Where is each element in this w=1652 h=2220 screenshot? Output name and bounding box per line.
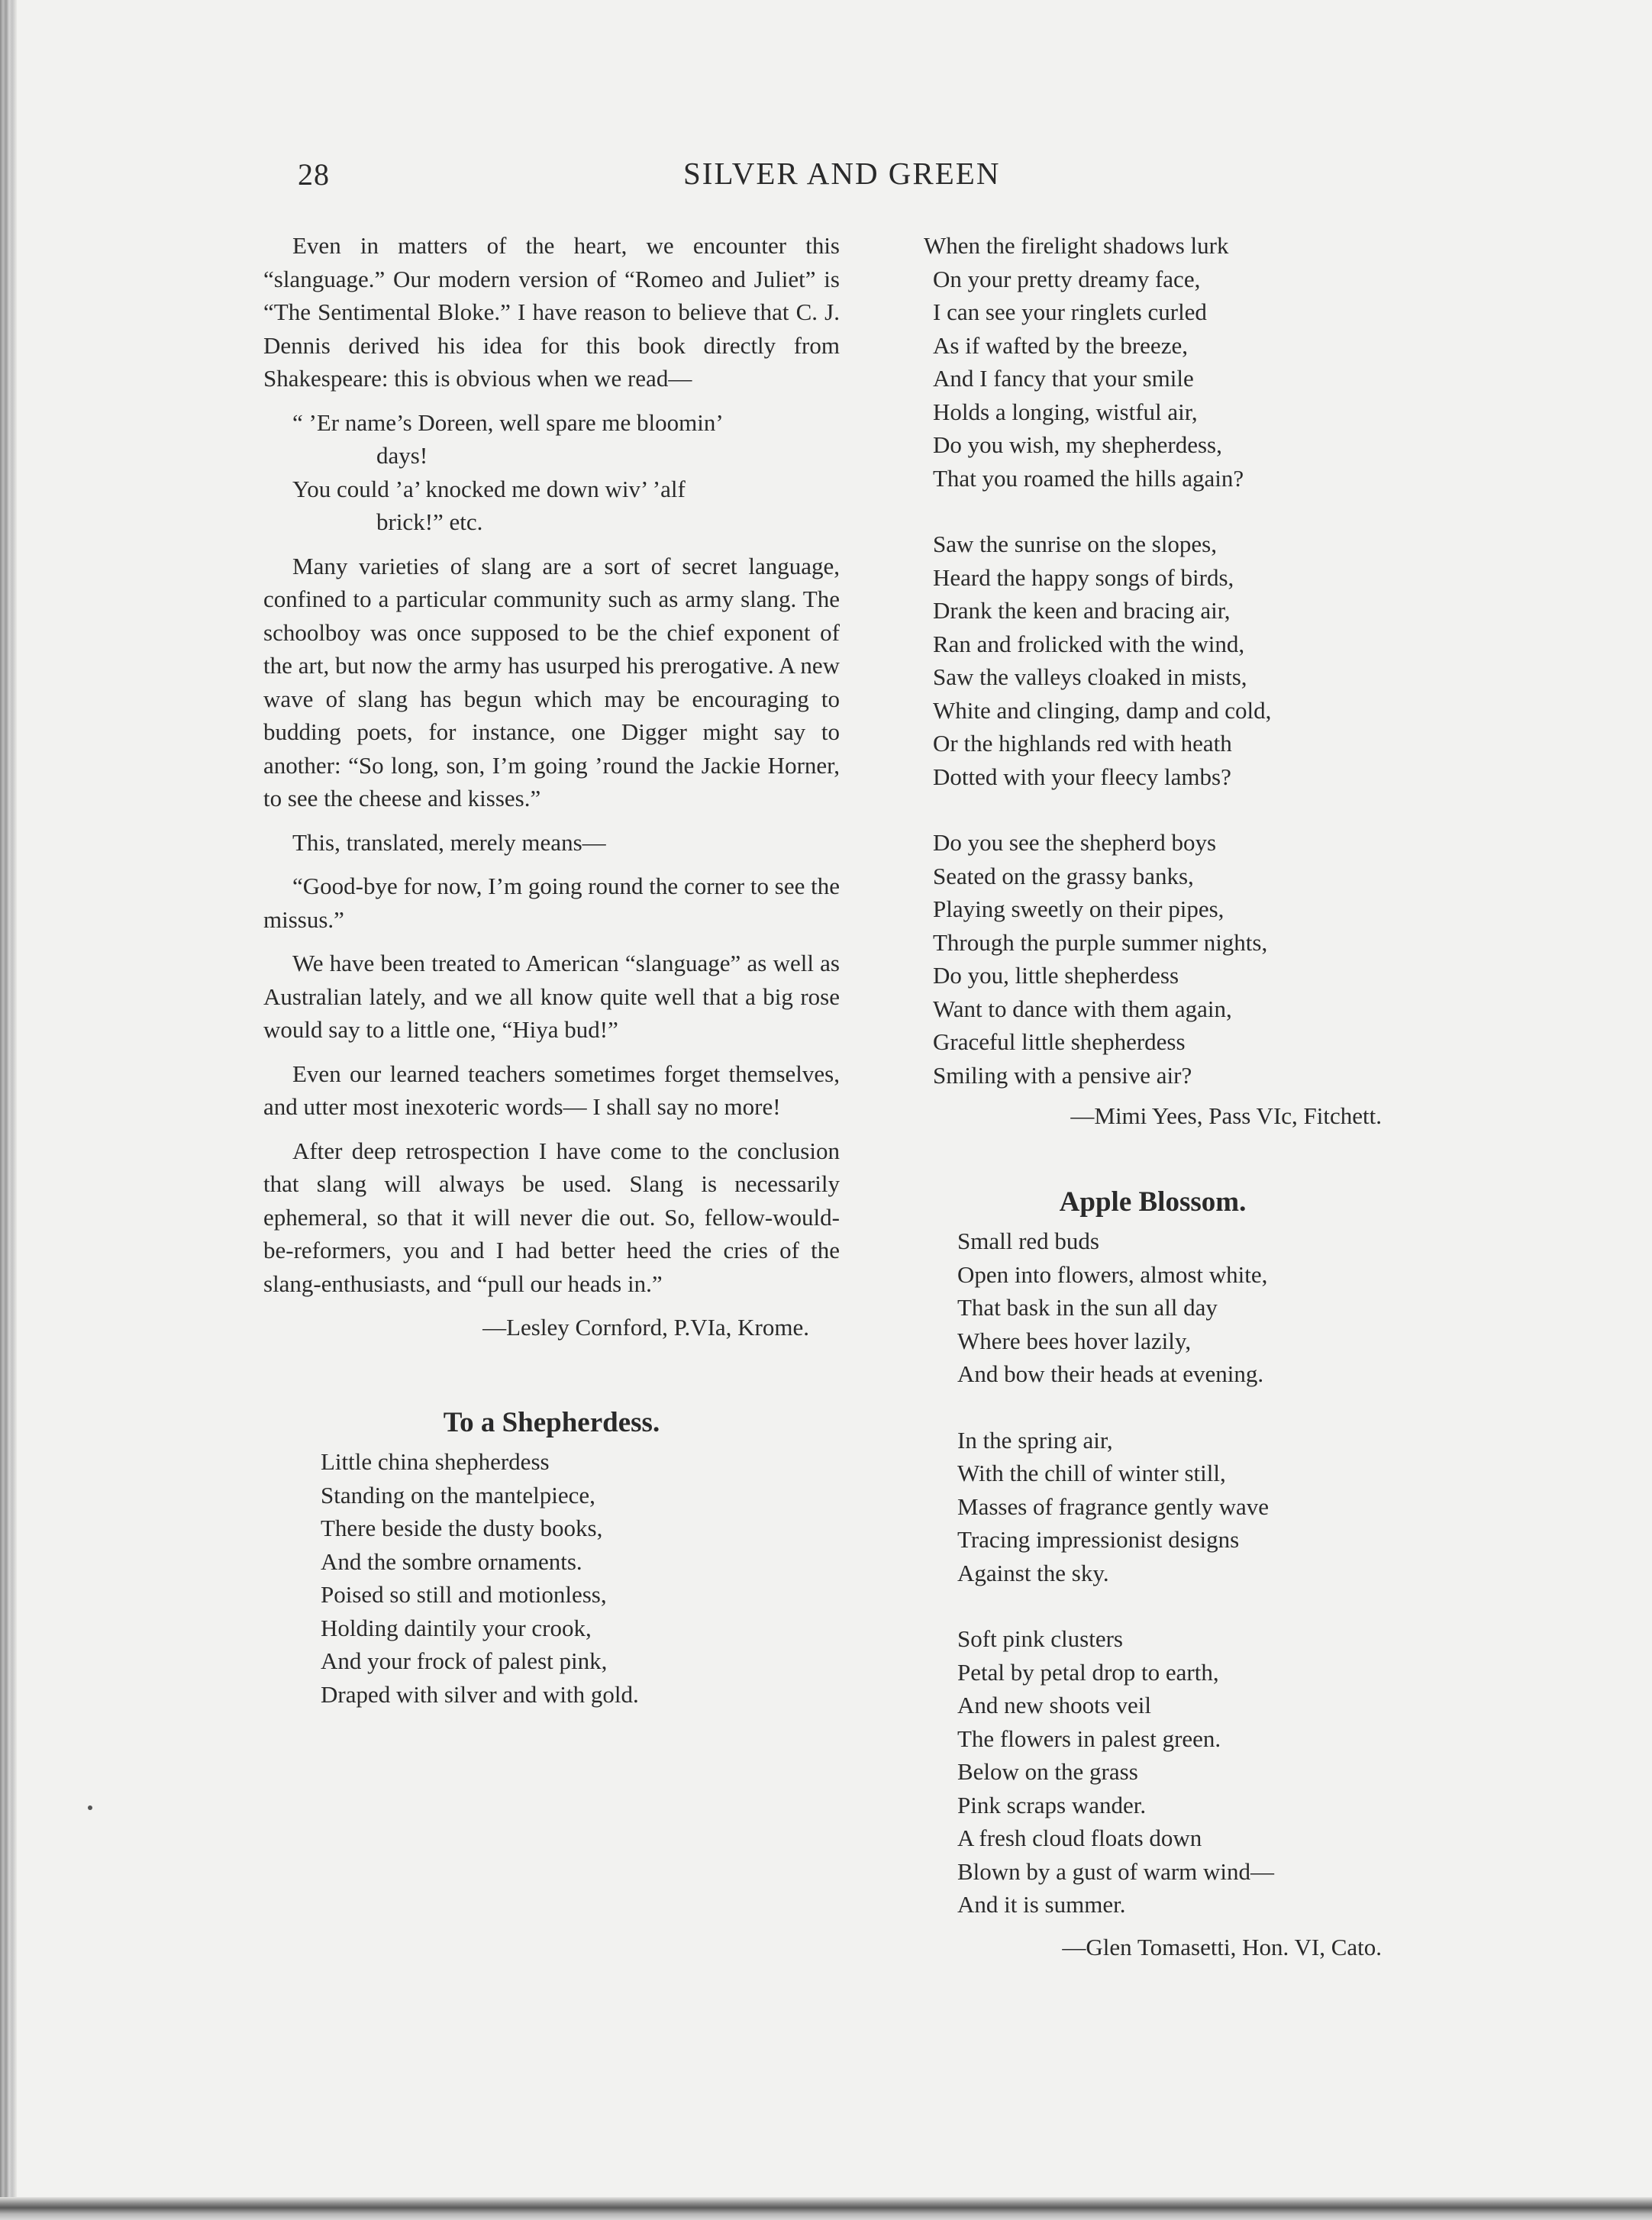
poem-line: Draped with silver and with gold.: [321, 1680, 639, 1708]
poem-line: That bask in the sun all day: [957, 1294, 1218, 1321]
poem-line: Drank the keen and bracing air,: [933, 597, 1231, 624]
paragraph-6: Even our learned teachers sometimes forget themselves, and utter most inexoteric words— I shall say no more!: [263, 1060, 840, 1120]
quote-line: “ ’Er name’s Doreen, well spare me bloomin’: [292, 408, 724, 436]
poem-line: Playing sweetly on their pipes,: [933, 895, 1224, 922]
poem-title-apple-blossom: Apple Blossom.: [1059, 1186, 1247, 1218]
poem-line: When the firelight shadows lurk: [924, 232, 1229, 259]
apple-blossom-poem: [924, 1225, 1382, 1922]
paragraph-4: “Good-bye for now, I’m going round the corner to see the missus.”: [263, 873, 840, 933]
poem-line: On your pretty dreamy face,: [933, 265, 1201, 292]
poem-line: Dotted with your fleecy lambs?: [933, 763, 1231, 790]
poem-line: Saw the valleys cloaked in mists,: [933, 663, 1247, 690]
poem-line: In the spring air,: [957, 1426, 1113, 1454]
shepherdess-poem-start: [263, 1445, 840, 1711]
poem-line: Soft pink clusters: [957, 1625, 1123, 1652]
paragraph-7: After deep retrospection I have come to the conclusion that slang will always be used. Slang is necessarily ephemeral, so that it will never die out. So, fellow-would-be-reformers, you and I had better heed the cries of the slang-enthusiasts, and “pull our heads in.”: [263, 1137, 840, 1297]
poem-line: And bow their heads at evening.: [957, 1360, 1264, 1387]
quote-line: You could ’a’ knocked me down wiv’ ’alf: [292, 475, 686, 502]
poem-line: Small red buds: [957, 1228, 1099, 1254]
page-bottom-edge: [0, 2197, 1652, 2220]
poem-line: Through the purple summer nights,: [933, 928, 1268, 956]
poem-line: Poised so still and motionless,: [321, 1581, 607, 1608]
dennis-quote: [292, 406, 840, 539]
poem-line: And your frock of palest pink,: [321, 1647, 608, 1674]
poem-line: Do you see the shepherd boys: [933, 829, 1217, 856]
paragraph-1: Even in matters of the heart, we encounter this “slanguage.” Our modern version of “Romeo and Juliet” is “The Sentimental Bloke.” I have reason to believe that C. J. Dennis derived his idea for this book directly from Shakespeare: this is obvious when we read—: [263, 232, 840, 392]
poem-line: Where bees hover lazily,: [957, 1327, 1192, 1354]
poem-line: And the sombre ornaments.: [321, 1547, 582, 1575]
scan-speck: [88, 1805, 92, 1810]
poem-line: As if wafted by the breeze,: [933, 331, 1188, 359]
stanza: [924, 826, 1382, 1092]
poem-line: The flowers in palest green.: [957, 1725, 1221, 1752]
poem-line: Heard the happy songs of birds,: [933, 563, 1234, 591]
poem-line: And it is summer.: [957, 1891, 1126, 1918]
poem-line: And new shoots veil: [957, 1692, 1152, 1718]
poem-line: Standing on the mantelpiece,: [321, 1481, 595, 1509]
quote-line: days!: [376, 442, 428, 469]
paragraph-5: We have been treated to American “slanguage” as well as Australian lately, and we all know quite well that a big rose would say to a little one, “Hiya bud!”: [263, 950, 840, 1043]
running-head: SILVER AND GREEN: [683, 156, 1001, 191]
essay-signature: —Lesley Cornford, P.VIa, Krome.: [482, 1314, 809, 1341]
poem-line: And I fancy that your smile: [933, 365, 1194, 392]
poem-line: Do you wish, my shepherdess,: [933, 431, 1222, 458]
paragraph-2: Many varieties of slang are a sort of secret language, confined to a particular community such as army slang. The schoolboy was once supposed to be the chief exponent of the art, but now the army has usurped his prerogative. A new wave of slang has begun which may be encouraging to budding poets, for instance, one Digger might say to another: “So long, son, I’m going ’round the Jackie Horner, to see the cheese and kisses.”: [263, 552, 840, 812]
poem-line: Against the sky.: [957, 1559, 1109, 1586]
poem-line: Pink scraps wander.: [957, 1791, 1147, 1818]
stanza: [924, 229, 1382, 495]
poem-line: A fresh cloud floats down: [957, 1825, 1202, 1851]
quote-line: brick!” etc.: [376, 508, 483, 535]
poem-line: I can see your ringlets curled: [933, 298, 1207, 325]
apple-blossom-signature: —Glen Tomasetti, Hon. VI, Cato.: [1062, 1933, 1382, 1960]
poem-line: Do you, little shepherdess: [933, 962, 1179, 989]
poem-line: Or the highlands red with heath: [933, 730, 1232, 757]
poem-line: Little china shepherdess: [321, 1448, 550, 1475]
poem-line: Want to dance with them again,: [933, 995, 1232, 1022]
poem-line: Tracing impressionist designs: [957, 1526, 1240, 1553]
page-number: 28: [298, 157, 330, 192]
poem-line: Holds a longing, wistful air,: [933, 398, 1198, 425]
poem-line: Smiling with a pensive air?: [933, 1061, 1192, 1089]
stanza: [957, 1225, 1382, 1391]
paragraph-3: This, translated, merely means—: [292, 828, 606, 856]
poem-line: Graceful little shepherdess: [933, 1028, 1186, 1055]
left-column: [263, 229, 840, 1711]
poem-line: Below on the grass: [957, 1758, 1138, 1785]
page-binding-edge: [0, 0, 17, 2220]
right-column: [924, 229, 1382, 1964]
poem-line: Blown by a gust of warm wind—: [957, 1857, 1275, 1885]
stanza: [957, 1424, 1382, 1590]
poem-line: Saw the sunrise on the slopes,: [933, 531, 1217, 557]
poem-line: Petal by petal drop to earth,: [957, 1658, 1219, 1686]
poem-line: White and clinging, damp and cold,: [933, 696, 1272, 724]
poem-line: With the chill of winter still,: [957, 1460, 1226, 1486]
poem-line: Ran and frolicked with the wind,: [933, 630, 1245, 657]
stanza: [957, 1622, 1382, 1922]
poem-line: Holding daintily your crook,: [321, 1614, 592, 1641]
poem-line: There beside the dusty books,: [321, 1515, 603, 1541]
poem-line: That you roamed the hills again?: [933, 464, 1244, 492]
poem-line: Seated on the grassy banks,: [933, 862, 1194, 889]
poem-line: Masses of fragrance gently wave: [957, 1492, 1269, 1520]
poem-line: Open into flowers, almost white,: [957, 1260, 1268, 1288]
shepherdess-signature: —Mimi Yees, Pass VIc, Fitchett.: [1070, 1102, 1382, 1129]
shepherdess-poem-continued: [924, 229, 1382, 1092]
stanza: [924, 528, 1382, 793]
poem-title-shepherdess: To a Shepherdess.: [443, 1407, 660, 1438]
